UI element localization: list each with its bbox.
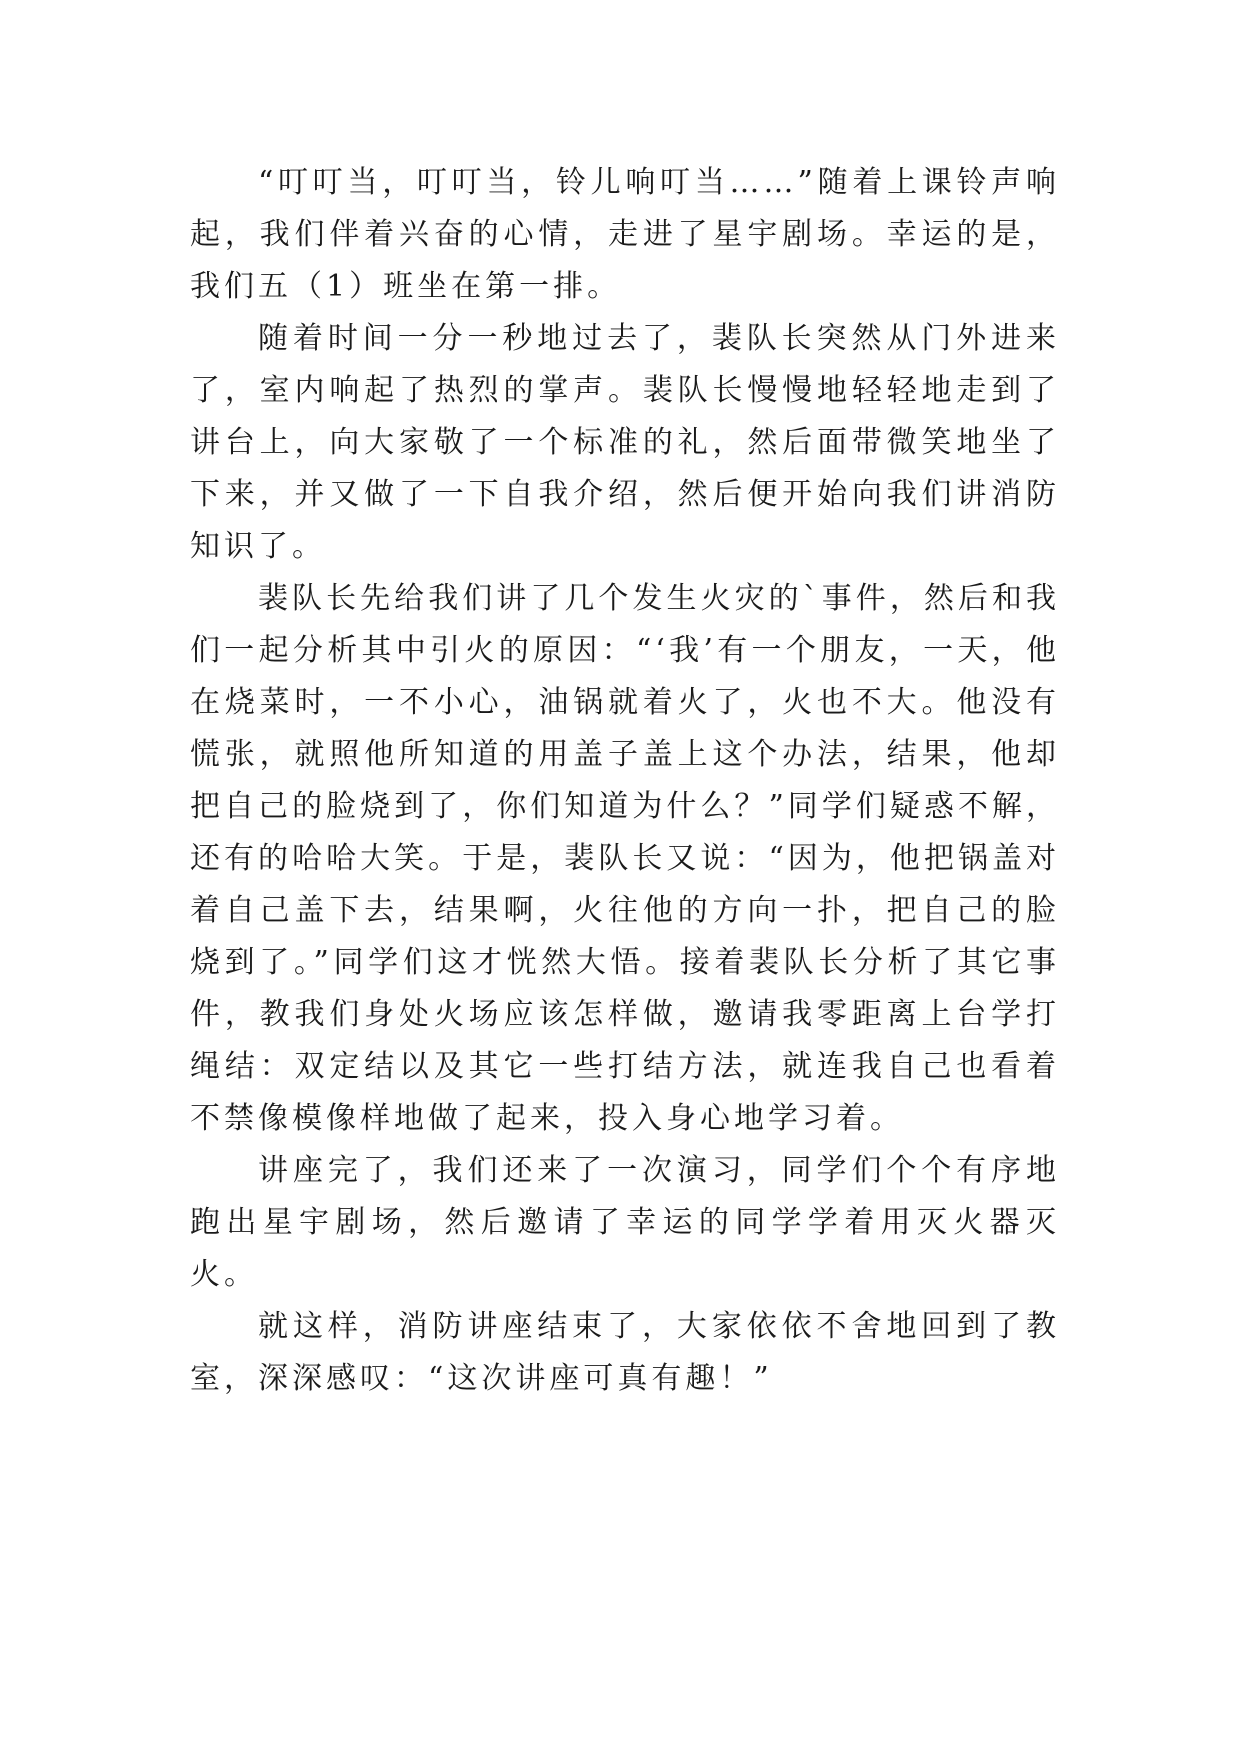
paragraph-5: 就这样，消防讲座结束了，大家依依不舍地回到了教室，深深感叹：“这次讲座可真有趣！”: [190, 1309, 1060, 1396]
paragraph-1: “叮叮当，叮叮当，铃儿响叮当……”随着上课铃声响起，我们伴着兴奋的心情，走进了星宇剧场。幸运的是，我们五（1）班坐在第一排。: [190, 165, 1060, 304]
paragraph-3: 裴队长先给我们讲了几个发生火灾的`事件，然后和我们一起分析其中引火的原因：“‘我’有一个朋友，一天，他在烧菜时，一不小心，油锅就着火了，火也不大。他没有慌张，就照他所知道的用盖子盖上这个办法，结果，他却把自己的脸烧到了，你们知道为什么？”同学们疑惑不解，还有的哈哈大笑。于是，裴队长又说：“因为，他把锅盖对着自己盖下去，结果啊，火往他的方向一扑，把自己的脸烧到了。”同学们这才恍然大悟。接着裴队长分析了其它事件，教我们身处火场应该怎样做，邀请我零距离上台学打绳结：双定结以及其它一些打结方法，就连我自己也看着不禁像模像样地做了起来，投入身心地学习着。: [190, 581, 1060, 1136]
paragraph-2: 随着时间一分一秒地过去了，裴队长突然从门外进来了，室内响起了热烈的掌声。裴队长慢慢地轻轻地走到了讲台上，向大家敬了一个标准的礼，然后面带微笑地坐了下来，并又做了一下自我介绍，然后便开始向我们讲消防知识了。: [190, 321, 1060, 564]
document-body: [190, 157, 1060, 1405]
paragraph-4: 讲座完了，我们还来了一次演习，同学们个个有序地跑出星宇剧场，然后邀请了幸运的同学学着用灭火器灭火。: [190, 1153, 1060, 1292]
